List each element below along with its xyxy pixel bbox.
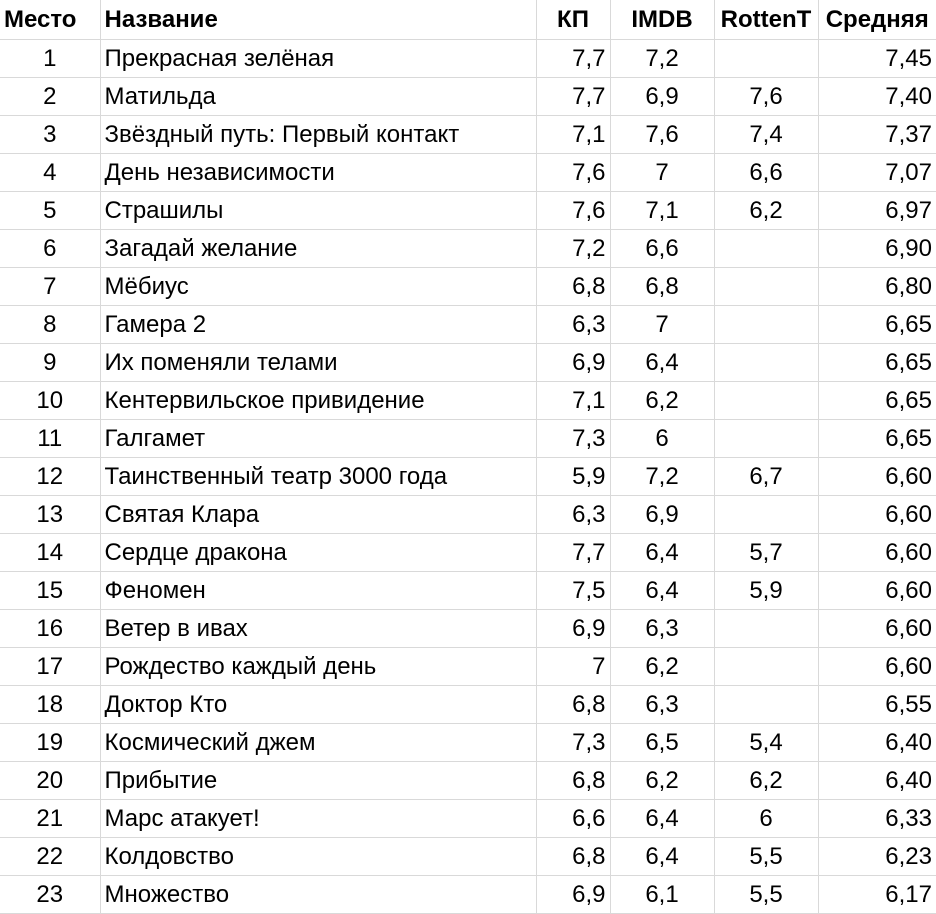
cell-rottent[interactable]: 5,7 [714, 533, 818, 571]
cell-rottent[interactable] [714, 419, 818, 457]
cell-kp[interactable]: 7,1 [536, 115, 610, 153]
cell-rank[interactable]: 13 [0, 495, 100, 533]
cell-kp[interactable]: 6,9 [536, 609, 610, 647]
cell-rottent[interactable] [714, 495, 818, 533]
cell-average[interactable]: 7,45 [818, 39, 936, 77]
cell-kp[interactable]: 6,8 [536, 267, 610, 305]
cell-average[interactable]: 6,65 [818, 305, 936, 343]
cell-kp[interactable]: 6,9 [536, 875, 610, 913]
cell-average[interactable]: 6,90 [818, 229, 936, 267]
cell-average[interactable]: 7,37 [818, 115, 936, 153]
table-row [0, 77, 936, 115]
table-row [0, 381, 936, 419]
table-row [0, 267, 936, 305]
cell-kp[interactable]: 7,3 [536, 723, 610, 761]
table-row [0, 609, 936, 647]
table-row [0, 647, 936, 685]
cell-imdb[interactable]: 6,4 [610, 571, 714, 609]
cell-imdb[interactable]: 6,4 [610, 533, 714, 571]
cell-kp[interactable]: 7,6 [536, 153, 610, 191]
cell-kp[interactable]: 6,9 [536, 343, 610, 381]
cell-average[interactable]: 6,55 [818, 685, 936, 723]
cell-average[interactable]: 6,40 [818, 761, 936, 799]
cell-title[interactable]: Колдовство [100, 837, 536, 875]
cell-title[interactable]: Святая Клара [100, 495, 536, 533]
cell-rottent[interactable] [714, 267, 818, 305]
cell-rank[interactable]: 11 [0, 419, 100, 457]
table-row [0, 229, 936, 267]
cell-kp[interactable]: 7,7 [536, 77, 610, 115]
cell-title[interactable]: Прекрасная зелёная [100, 39, 536, 77]
cell-rottent[interactable]: 7,4 [714, 115, 818, 153]
cell-rottent[interactable]: 6,7 [714, 457, 818, 495]
table-row [0, 305, 936, 343]
cell-rottent[interactable]: 6,6 [714, 153, 818, 191]
table-row [0, 191, 936, 229]
cell-title[interactable]: Матильда [100, 77, 536, 115]
cell-title[interactable]: Сердце дракона [100, 533, 536, 571]
cell-imdb[interactable]: 6,3 [610, 609, 714, 647]
cell-rank[interactable]: 2 [0, 77, 100, 115]
cell-average[interactable]: 6,97 [818, 191, 936, 229]
cell-kp[interactable]: 7 [536, 647, 610, 685]
table-row [0, 799, 936, 837]
cell-imdb[interactable]: 6,2 [610, 381, 714, 419]
cell-kp[interactable]: 6,6 [536, 799, 610, 837]
cell-title[interactable]: Страшилы [100, 191, 536, 229]
cell-imdb[interactable]: 6,9 [610, 495, 714, 533]
header-rt[interactable]: RottenT [714, 0, 818, 39]
cell-title[interactable]: Таинственный театр 3000 года [100, 457, 536, 495]
cell-kp[interactable]: 6,8 [536, 685, 610, 723]
cell-imdb[interactable]: 7,2 [610, 457, 714, 495]
cell-title[interactable]: Гамера 2 [100, 305, 536, 343]
cell-imdb[interactable]: 7 [610, 305, 714, 343]
cell-imdb[interactable]: 6,9 [610, 77, 714, 115]
cell-imdb[interactable]: 6 [610, 419, 714, 457]
cell-imdb[interactable]: 7,1 [610, 191, 714, 229]
cell-imdb[interactable]: 6,3 [610, 685, 714, 723]
cell-rank[interactable]: 1 [0, 39, 100, 77]
cell-title[interactable]: Кентервильское привидение [100, 381, 536, 419]
cell-imdb[interactable]: 6,2 [610, 761, 714, 799]
cell-imdb[interactable]: 6,8 [610, 267, 714, 305]
cell-average[interactable]: 7,40 [818, 77, 936, 115]
cell-rank[interactable]: 20 [0, 761, 100, 799]
cell-rottent[interactable]: 7,6 [714, 77, 818, 115]
cell-average[interactable]: 6,60 [818, 533, 936, 571]
cell-imdb[interactable]: 6,4 [610, 837, 714, 875]
cell-rottent[interactable] [714, 229, 818, 267]
cell-rank[interactable]: 4 [0, 153, 100, 191]
cell-rottent[interactable]: 5,9 [714, 571, 818, 609]
cell-title[interactable]: Марс атакует! [100, 799, 536, 837]
cell-imdb[interactable]: 6,2 [610, 647, 714, 685]
cell-rottent[interactable] [714, 39, 818, 77]
cell-title[interactable]: Мёбиус [100, 267, 536, 305]
cell-average[interactable]: 6,40 [818, 723, 936, 761]
table-row [0, 685, 936, 723]
cell-average[interactable]: 7,07 [818, 153, 936, 191]
header-row [0, 0, 936, 39]
table-row [0, 153, 936, 191]
cell-title[interactable]: День независимости [100, 153, 536, 191]
cell-title[interactable]: Их поменяли телами [100, 343, 536, 381]
cell-imdb[interactable]: 6,1 [610, 875, 714, 913]
cell-rank[interactable]: 21 [0, 799, 100, 837]
cell-average[interactable]: 6,60 [818, 647, 936, 685]
cell-average[interactable]: 6,23 [818, 837, 936, 875]
cell-title[interactable]: Звёздный путь: Первый контакт [100, 115, 536, 153]
cell-kp[interactable]: 6,3 [536, 495, 610, 533]
cell-rottent[interactable]: 6,2 [714, 761, 818, 799]
cell-average[interactable]: 6,60 [818, 457, 936, 495]
cell-kp[interactable]: 7,2 [536, 229, 610, 267]
cell-title[interactable]: Галгамет [100, 419, 536, 457]
cell-kp[interactable]: 7,5 [536, 571, 610, 609]
cell-rank[interactable]: 18 [0, 685, 100, 723]
cell-imdb[interactable]: 6,6 [610, 229, 714, 267]
table-row [0, 115, 936, 153]
cell-title[interactable]: Феномен [100, 571, 536, 609]
cell-imdb[interactable]: 7,2 [610, 39, 714, 77]
cell-rottent[interactable] [714, 647, 818, 685]
cell-kp[interactable]: 7,6 [536, 191, 610, 229]
cell-imdb[interactable]: 7 [610, 153, 714, 191]
cell-rank[interactable]: 8 [0, 305, 100, 343]
cell-average[interactable]: 6,33 [818, 799, 936, 837]
cell-rank[interactable]: 23 [0, 875, 100, 913]
cell-rank[interactable]: 6 [0, 229, 100, 267]
cell-rank[interactable]: 7 [0, 267, 100, 305]
cell-average[interactable]: 6,65 [818, 343, 936, 381]
table-row [0, 761, 936, 799]
cell-imdb[interactable]: 6,5 [610, 723, 714, 761]
cell-kp[interactable]: 7,7 [536, 39, 610, 77]
cell-kp[interactable]: 6,8 [536, 837, 610, 875]
cell-kp[interactable]: 6,3 [536, 305, 610, 343]
cell-rank[interactable]: 3 [0, 115, 100, 153]
cell-rottent[interactable] [714, 381, 818, 419]
table-row [0, 457, 936, 495]
cell-rank[interactable]: 19 [0, 723, 100, 761]
cell-average[interactable]: 6,60 [818, 571, 936, 609]
cell-kp[interactable]: 7,7 [536, 533, 610, 571]
cell-title[interactable]: Рождество каждый день [100, 647, 536, 685]
cell-rottent[interactable] [714, 685, 818, 723]
cell-rottent[interactable]: 6 [714, 799, 818, 837]
cell-rank[interactable]: 17 [0, 647, 100, 685]
cell-kp[interactable]: 7,3 [536, 419, 610, 457]
table-row [0, 343, 936, 381]
cell-average[interactable]: 6,60 [818, 495, 936, 533]
table-row [0, 837, 936, 875]
cell-rottent[interactable]: 5,5 [714, 837, 818, 875]
cell-title[interactable]: Доктор Кто [100, 685, 536, 723]
table-row [0, 723, 936, 761]
cell-rottent[interactable] [714, 305, 818, 343]
cell-average[interactable]: 6,65 [818, 381, 936, 419]
table-row [0, 571, 936, 609]
cell-kp[interactable]: 5,9 [536, 457, 610, 495]
cell-rottent[interactable] [714, 343, 818, 381]
header-kp[interactable]: КП [536, 0, 610, 39]
header-avg[interactable]: Средняя [818, 0, 936, 39]
cell-title[interactable]: Космический джем [100, 723, 536, 761]
cell-rank[interactable]: 15 [0, 571, 100, 609]
table-row [0, 419, 936, 457]
cell-imdb[interactable]: 7,6 [610, 115, 714, 153]
cell-average[interactable]: 6,65 [818, 419, 936, 457]
cell-rank[interactable]: 22 [0, 837, 100, 875]
cell-rank[interactable]: 16 [0, 609, 100, 647]
header-rank[interactable]: Место [0, 0, 100, 39]
cell-average[interactable]: 6,17 [818, 875, 936, 913]
cell-title[interactable]: Множество [100, 875, 536, 913]
table-row [0, 533, 936, 571]
cell-rottent[interactable]: 5,4 [714, 723, 818, 761]
cell-kp[interactable]: 6,8 [536, 761, 610, 799]
table-row [0, 875, 936, 913]
cell-average[interactable]: 6,80 [818, 267, 936, 305]
cell-rottent[interactable] [714, 609, 818, 647]
cell-average[interactable]: 6,60 [818, 609, 936, 647]
table-row [0, 495, 936, 533]
cell-rank[interactable]: 10 [0, 381, 100, 419]
cell-rank[interactable]: 5 [0, 191, 100, 229]
cell-title[interactable]: Прибытие [100, 761, 536, 799]
cell-rank[interactable]: 14 [0, 533, 100, 571]
header-imdb[interactable]: IMDB [610, 0, 714, 39]
cell-rank[interactable]: 9 [0, 343, 100, 381]
cell-rank[interactable]: 12 [0, 457, 100, 495]
cell-rottent[interactable]: 6,2 [714, 191, 818, 229]
cell-rottent[interactable]: 5,5 [714, 875, 818, 913]
cell-kp[interactable]: 7,1 [536, 381, 610, 419]
cell-title[interactable]: Загадай желание [100, 229, 536, 267]
table-body [0, 39, 936, 913]
cell-imdb[interactable]: 6,4 [610, 343, 714, 381]
cell-imdb[interactable]: 6,4 [610, 799, 714, 837]
header-title[interactable]: Название [100, 0, 536, 39]
cell-title[interactable]: Ветер в ивах [100, 609, 536, 647]
table-row [0, 39, 936, 77]
